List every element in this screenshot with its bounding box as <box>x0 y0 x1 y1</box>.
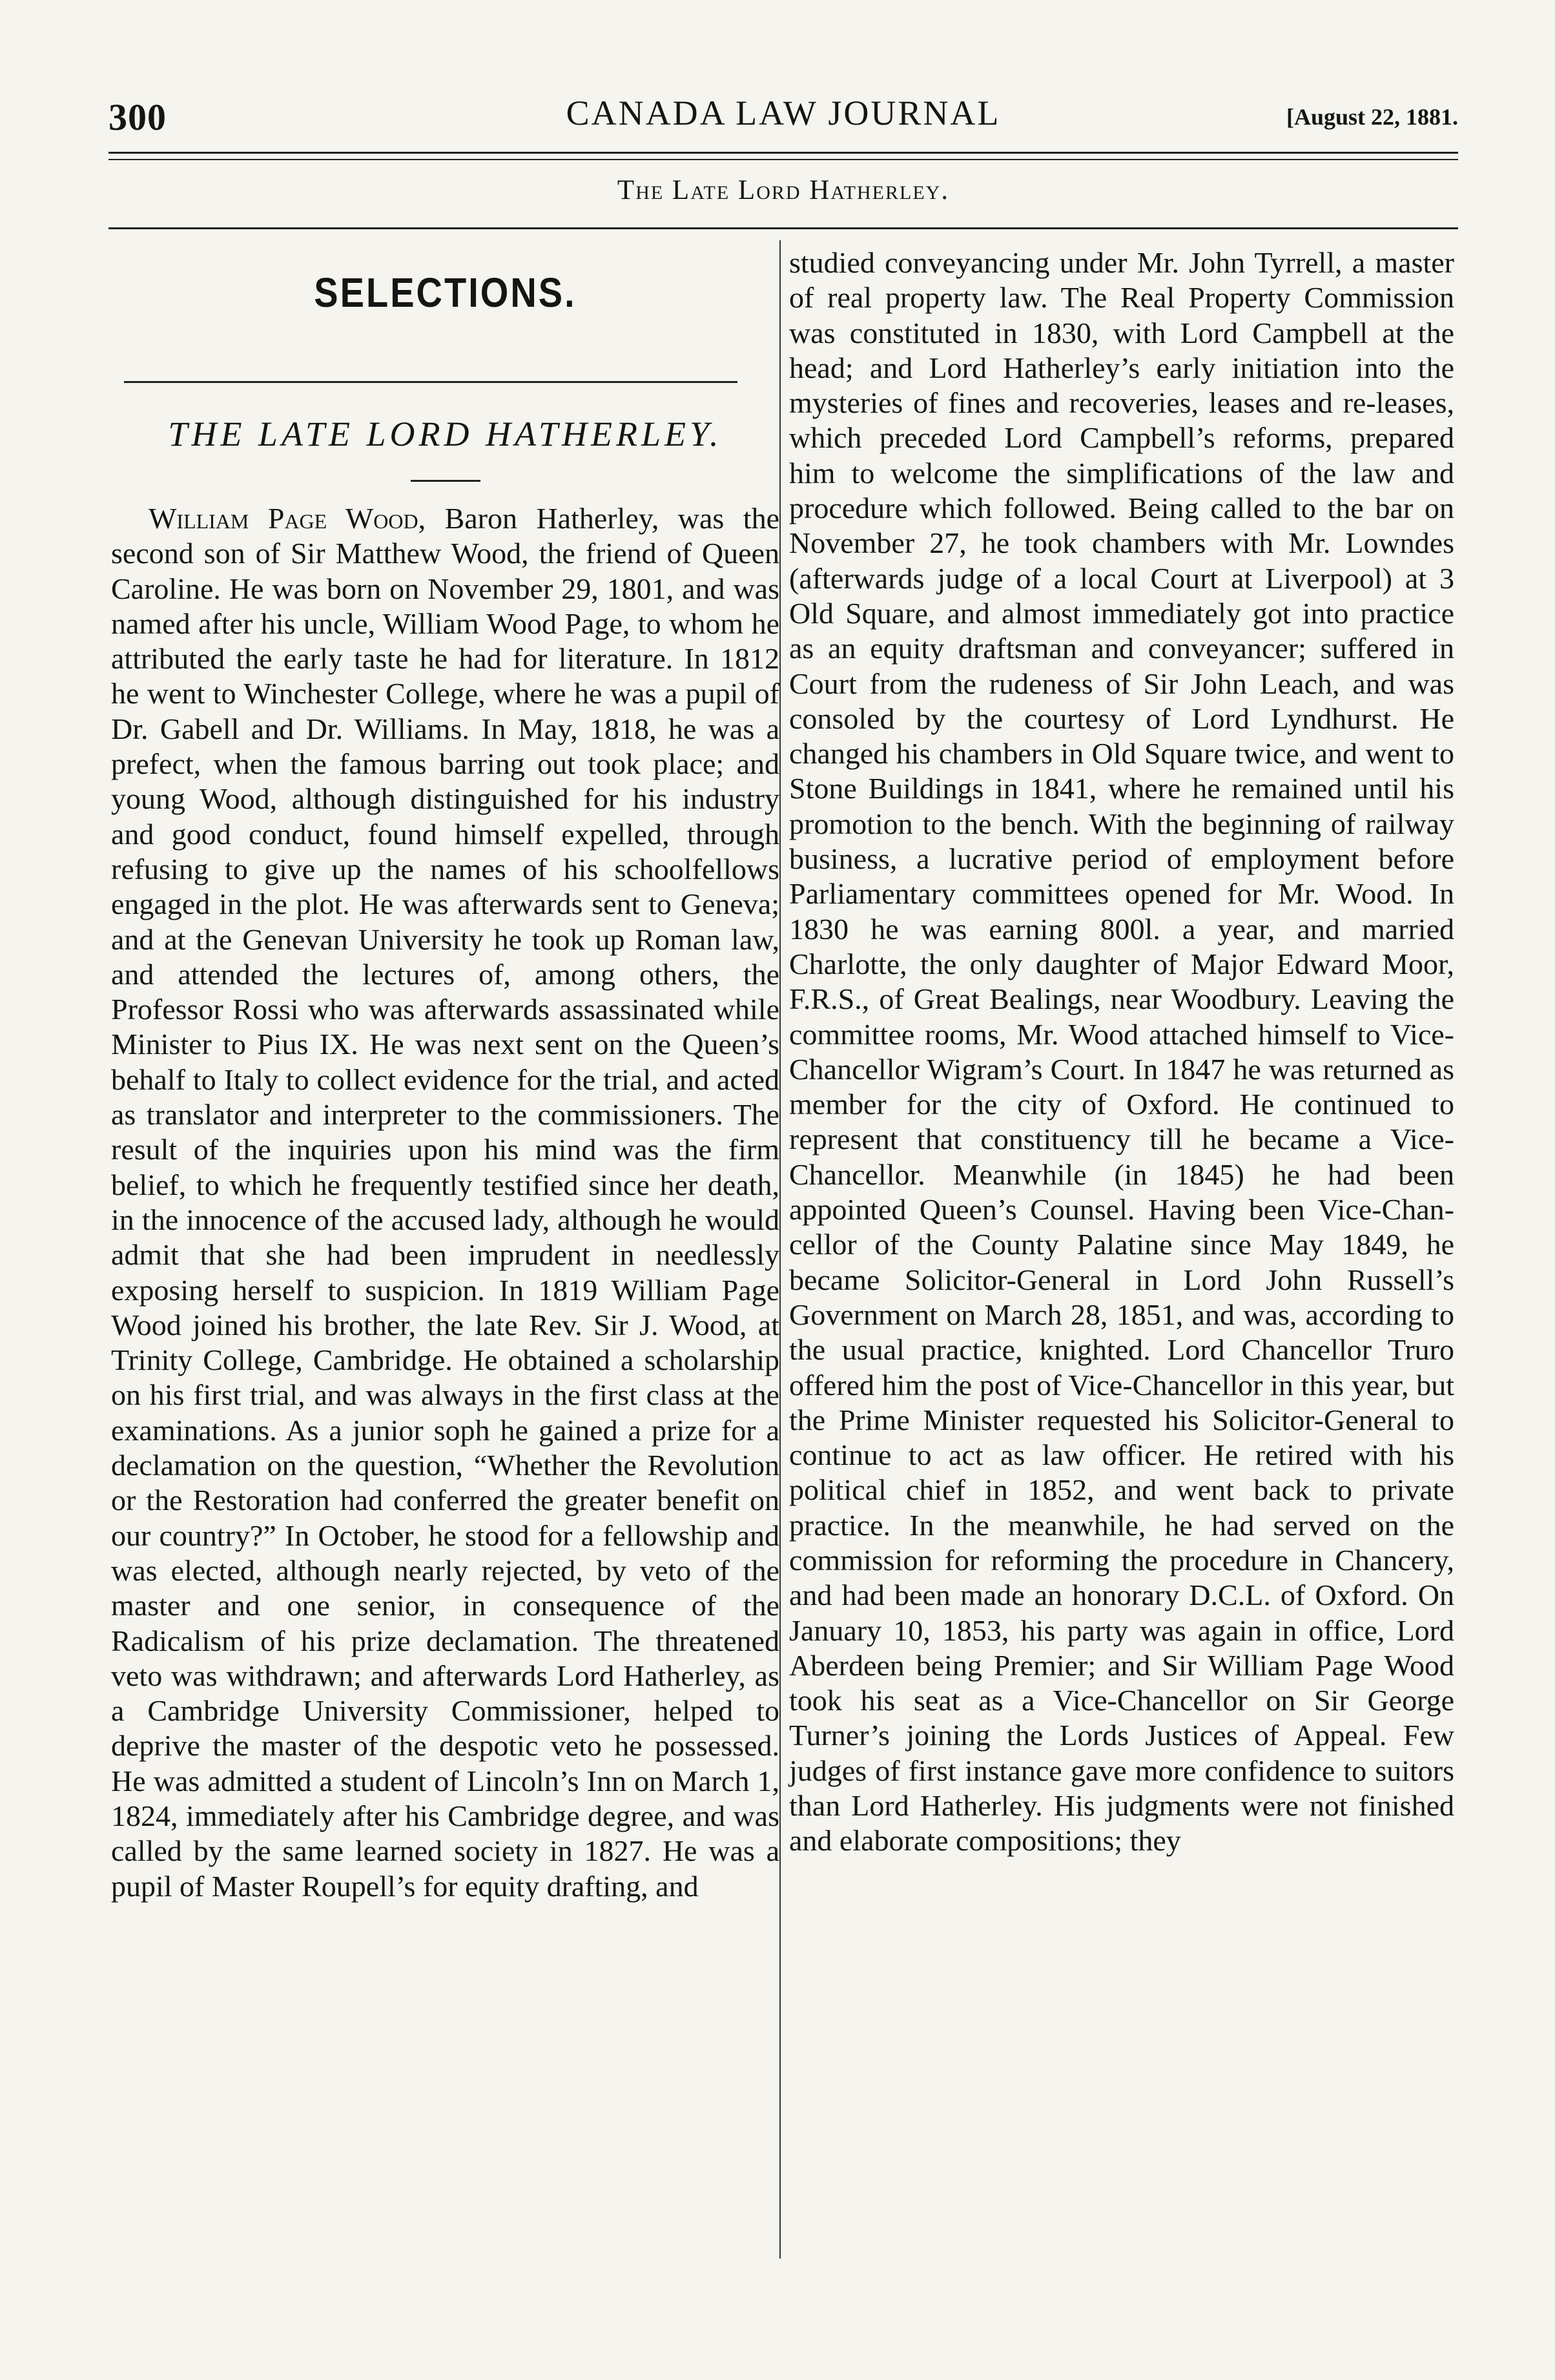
right-column <box>789 245 1454 1888</box>
running-head <box>108 89 1458 141</box>
left-body-text: Baron Hatherley, was the second son of Sir Matthew Wood, the friend of Queen Caroline. He was born on November 29, 1801, and was named after his uncle, William Wood Page, to whom he attributed the early taste he had for literature. In 1812 he went to Winchester College, where he was a pupil of Dr. Gabell and Dr. Williams. In May, 1818, he was a prefect, when the famous barring out took place; and young Wood, although distinguished for his industry and good conduct, found himself expelled, through refusing to give up the names of his schoolfellows engaged in the plot. He was afterwards sent to Geneva; and at the Genevan University he took up Roman law, and attended the lectures of, among others, the Professor Rossi who was afterwards assassinated while Minister to Pius IX. He was next sent on the Queen’s behalf to Italy to collect evidence for the trial, and acted as translator and interpreter to the commissioners. The result of the inquiries upon his mind was the firm belief, to which he frequently testified since her death, in the innocence of the accused lady, although he would admit that she had been imprudent in needlessly exposing herself to suspicion. In 1819 William Page Wood joined his brother, the late Rev. Sir J. Wood, at Trinity College, Cambridge. He obtained a scholarship on his first trial, and was always in the first class at the examinations. As a junior soph he gained a prize for a declamation on the question, “Whether the Revolution or the Restoration had conferred the greater benefit on our country?” In October, he stood for a fellowship and was elected, although nearly rejected, by veto of the master and one senior, in consequence of the Radicalism of his prize declamation. The threatened veto was withdrawn; and afterwards Lord Hatherley, as a Cambridge University Commissioner, helped to deprive the master of the despotic veto he possessed. He was admitted a student of Lincoln’s Inn on March 1, 1824, immediately after his Cambridge degree, and was called by the same learned society in 1827. He was a pupil of Master Roupell’s for equity drafting, and <box>111 502 779 1903</box>
header-rule-secondary <box>108 159 1458 160</box>
column-divider <box>779 240 781 2259</box>
section-rule <box>108 227 1458 229</box>
header-rule <box>108 152 1458 154</box>
lead-name: William Page Wood, <box>149 502 426 535</box>
article-title: THE LATE LORD HATHERLEY. <box>168 415 723 453</box>
issue-date: [August 22, 1881. <box>1286 104 1458 130</box>
selections-heading: SELECTIONS. <box>314 269 577 316</box>
journal-title: CANADA LAW JOURNAL <box>566 94 1001 132</box>
left-column <box>111 245 779 1934</box>
section-running-title: The Late Lord Hatherley. <box>617 175 950 205</box>
article-paragraph-right: studied conveyancing under Mr. John Tyrrell, a master of real property law. The Real Property Commission was constituted in 1830, with Lord Campbell at the head; and Lord Hatherley’s early initiation into the mysteries of fines and recoveries, leases and re-leases, which preceded Lord Campbell’s reforms, prepared him to welcome the simplifications of the law and procedure which followed. Being called to the bar on November 27, he took chambers with Mr. Lowndes (afterwards judge of a local Court at Liverpool) at 3 Old Square, and almost immediately got into practice as an equity draftsman and conveyancer; suffered in Court from the rudeness of Sir John Leach, and was consoled by the courtesy of Lord Lyndhurst. He changed his chambers in Old Square twice, and went to Stone Buildings in 1841, where he remained until his promotion to the bench. With the beginning of railway business, a lucrative period of employment before Parliamentary committees opened for Mr. Wood. In 1830 he was earning 800l. a year, and married Charlotte, the only daughter of Major Edward Moor, F.R.S., of Great Bealings, near Woodbury. Leaving the committee rooms, Mr. Wood attached himself to Vice-Chancellor Wigram’s Court. In 1847 he was returned as member for the city of Oxford. He continued to represent that constituency till he became a Vice-Chancellor. Meanwhile (in 1845) he had been appointed Queen’s Counsel. Having been Vice-Chancellor of the County Palatine since May 1849, he became Solicitor-General in Lord John Russell’s Government on March 28, 1851, and was, according to the usual practice, knighted. Lord Chancellor Truro offered him the post of Vice-Chancellor in this year, but the Prime Minister requested his Solicitor-General to continue to act as law officer. He retired with his political chief in 1852, and went back to private practice. In the meanwhile, he had served on the commission for reforming the procedure in Chancery, and had been made an honorary D.C.L. of Oxford. On January 10, 1853, his party was again in office, Lord Aberdeen being Premier; and Sir William Page Wood took his seat as a Vice-Chancellor on Sir George Turner’s joining the Lords Justices of Appeal. Few judges of first instance gave more confidence to suitors than Lord Hatherley. His judgments were not finished and elaborate compositions; they <box>789 246 1454 1857</box>
article-paragraph-left <box>111 501 779 1904</box>
title-rule <box>411 480 480 482</box>
heading-rule <box>124 381 737 383</box>
page-number: 300 <box>108 96 167 138</box>
